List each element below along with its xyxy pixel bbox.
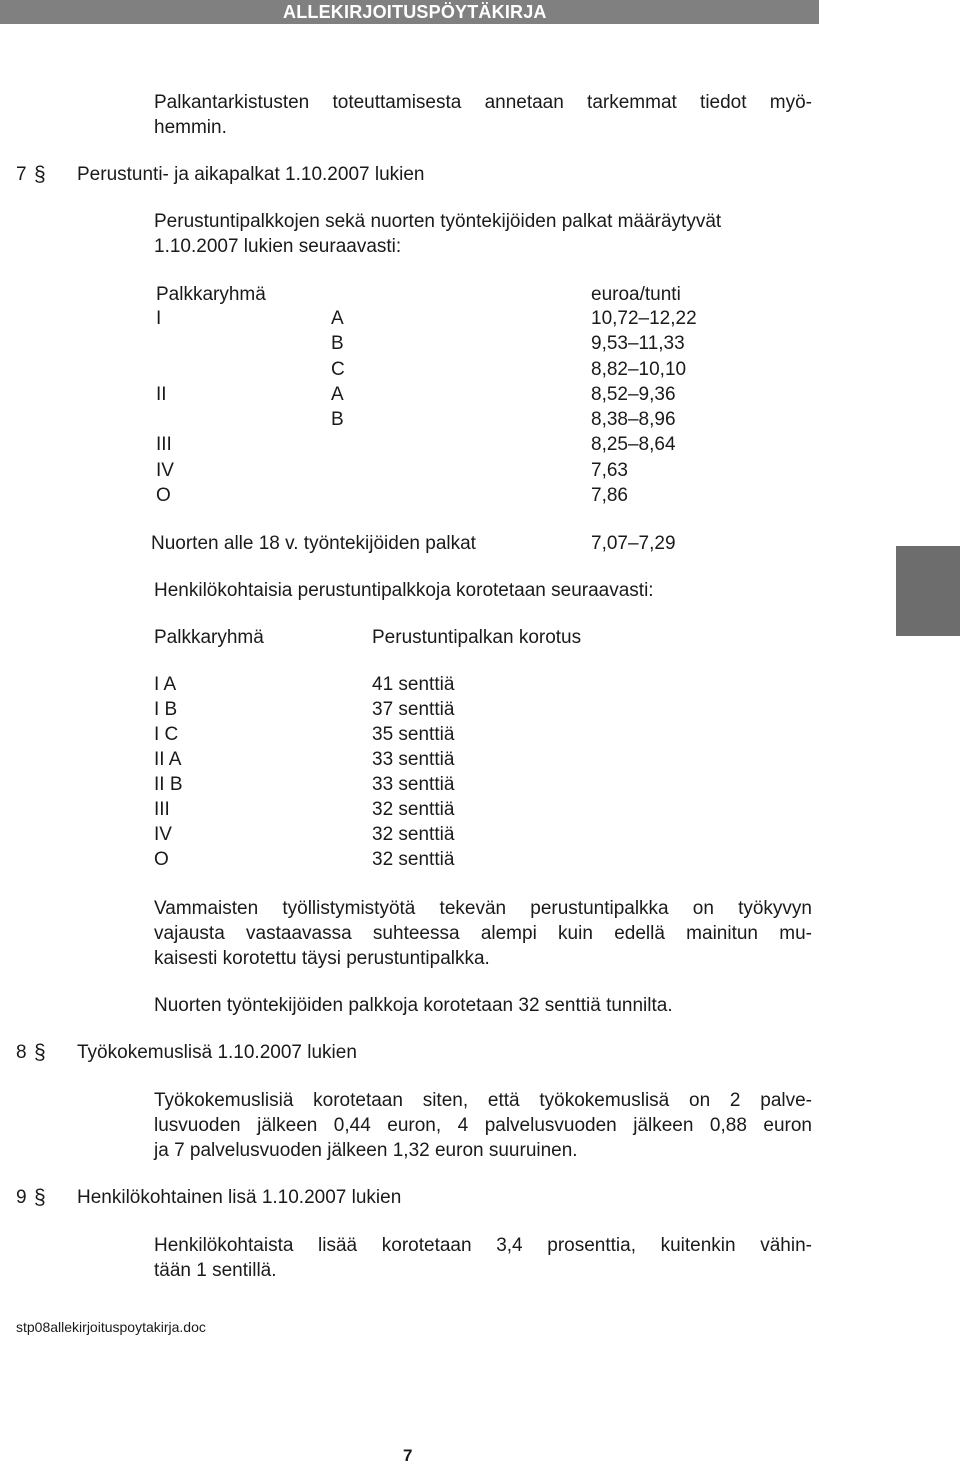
table1-cell [331,458,345,483]
youth-wage-value: 7,07–7,29 [591,533,676,554]
section-7-intro: Perustuntipalkkojen sekä nuorten työntekijöiden palkat määräytyvät 1.10.2007 lukien seuraavasti: [154,211,722,257]
table2-cell: III [154,799,170,820]
table1-cell: O [156,485,171,507]
disabled-wage-paragraph: Vammaisten työllistymistyötä tekevän perustuntipalkka on työkyvyn vajausta vastaavassa suhteessa alempi kuin edellä mainitun mu- kaisesti korotettu täysi perustuntipalkka. [154,898,812,969]
section-7-symbol: § [34,163,46,186]
table1-cell: C [331,358,345,380]
table2-cell: I A [154,674,177,695]
table1-cell: II [156,383,167,405]
table2-cell: II A [154,749,182,770]
table2-cell: I C [154,724,179,745]
table1-cell [331,483,345,508]
table1-cell: 7,86 [591,485,628,507]
table1-subgroup-column [331,306,345,508]
table1-cell: IV [156,459,174,481]
table1-cell: B [331,333,344,355]
table1-cell: 8,82–10,10 [591,358,687,380]
section-9-symbol: § [34,1186,46,1209]
section-7-title: Perustunti- ja aikapalkat 1.10.2007 lukien [77,164,425,185]
section-9-paragraph: Henkilökohtaista lisää korotetaan 3,4 prosenttia, kuitenkin vähin- tään 1 sentillä. [154,1235,812,1281]
table1-cell [156,407,174,432]
table1-cell: A [331,383,344,405]
table2-cell: 33 senttiä [372,749,455,770]
table1-header-value: euroa/tunti [591,284,681,305]
page-number: 7 [403,1446,413,1465]
table1-cell: I [156,308,162,329]
table2-cell: 41 senttiä [372,674,455,695]
footer-filename: stp08allekirjoituspoytakirja.doc [16,1319,206,1335]
table1-cell: 8,38–8,96 [591,409,676,431]
intro-paragraph: Palkantarkistusten toteuttamisesta annetaan tarkemmat tiedot myö- hemmin. [154,92,812,138]
section-7-number: 7 [16,164,27,185]
youth-wage-label: Nuorten alle 18 v. työntekijöiden palkat [151,533,476,554]
table2-cell: O [154,849,169,870]
table2-cell: IV [154,824,172,845]
document-title: ALLEKIRJOITUSPÖYTÄKIRJA [283,2,547,22]
table2-group-column [154,672,183,872]
table2-cell: 32 senttiä [372,799,455,820]
table2-cell: 32 senttiä [372,824,455,845]
youth-raise-sentence: Nuorten työntekijöiden palkkoja korotetaan 32 senttiä tunnilta. [154,995,673,1016]
table1-header-group: Palkkaryhmä [156,284,266,305]
table1-cell [331,432,345,457]
table1-group-column [156,306,174,508]
document-header-bar [0,0,819,24]
section-tab-marker [896,546,960,636]
section-9-title: Henkilökohtainen lisä 1.10.2007 lukien [77,1187,402,1208]
table2-cell: II B [154,774,183,795]
table2-value-column [372,672,454,872]
table1-value-column [591,306,697,508]
table1-cell: 8,25–8,64 [591,434,676,456]
table1-cell: 8,52–9,36 [591,383,676,405]
section-9-number: 9 [16,1187,27,1208]
table2-cell: I B [154,699,178,720]
table1-cell: 7,63 [591,459,628,481]
table1-cell: 10,72–12,22 [591,308,697,329]
table2-cell: 37 senttiä [372,699,455,720]
section-8-symbol: § [34,1041,46,1064]
table1-cell [156,357,174,382]
raise-intro: Henkilökohtaisia perustuntipalkkoja korotetaan seuraavasti: [154,580,654,601]
table2-header-value: Perustuntipalkan korotus [372,627,582,648]
table1-cell: A [331,308,344,329]
table1-cell: III [156,434,172,456]
table1-cell [156,331,174,356]
section-8-paragraph: Työkokemuslisiä korotetaan siten, että työkokemuslisä on 2 palve- lusvuoden jälkeen 0,44 euron, 4 palvelusvuoden jälkeen 0,88 euron ja 7 palvelusvuoden jälkeen 1,32 euron suuruinen. [154,1090,812,1161]
section-8-title: Työkokemuslisä 1.10.2007 lukien [77,1042,357,1063]
table1-cell: B [331,409,344,431]
table1-cell: 9,53–11,33 [591,333,685,355]
table2-cell: 33 senttiä [372,774,455,795]
table2-cell: 32 senttiä [372,849,455,870]
section-8-number: 8 [16,1042,27,1063]
table2-cell: 35 senttiä [372,724,455,745]
table2-header-group: Palkkaryhmä [154,627,264,648]
